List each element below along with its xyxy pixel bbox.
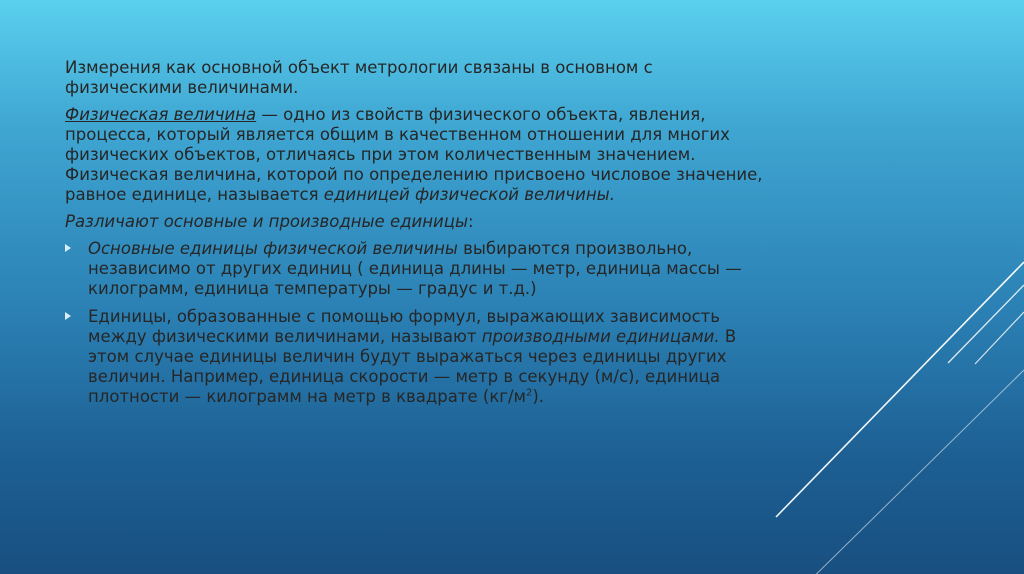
triangle-bullet-icon: [65, 244, 71, 252]
derived-units-end: ).: [532, 387, 545, 406]
units-list: [65, 239, 765, 407]
decor-line-4: [790, 370, 1024, 574]
distinguish-paragraph: [65, 212, 765, 232]
list-item-base-units: [65, 239, 765, 299]
definition-paragraph: [65, 105, 765, 205]
superscript-2: 2: [525, 387, 533, 399]
decor-line-1: [776, 262, 1024, 517]
definition-text: — одно из свойств физического объекта, явления, процесса, который является общим в качественном отношении для многих физических объектов, отличаясь при этом количественным значением. Физическая величина, которой по определению присвоено числовое значение, равное единице, называется: [65, 105, 763, 204]
decor-line-3: [975, 312, 1024, 364]
base-units-text: выбираются произвольно, независимо от других единиц ( единица длины — метр, единица массы — килограмм, единица температуры — градус и т.д.): [88, 239, 742, 298]
distinguish-text: Различают основные и производные единицы: [65, 212, 469, 231]
list-item-derived-units: [65, 307, 765, 407]
distinguish-colon: :: [468, 212, 474, 231]
base-units-term: Основные единицы физической величины: [88, 239, 458, 258]
derived-units-term: производными единицами.: [481, 327, 720, 346]
intro-paragraph: Измерения как основной объект метрологии связаны в основном с физическими величинами.: [65, 58, 653, 97]
derived-units-pre: Единицы, образованные с помощью формул, выражающих зависимость между физическими величинами, называют: [88, 307, 720, 346]
definition-term: Физическая величина: [65, 105, 257, 124]
derived-units-text: В этом случае единицы величин будут выражаться через единицы других величин. Например, единица скорости — метр в секунду (м/с), единица плотности — килограмм на метр в квадрате (кг/м: [88, 327, 737, 406]
unit-term: единицей физической величины.: [323, 185, 615, 204]
triangle-bullet-icon: [65, 312, 71, 320]
slide-content: [65, 58, 765, 415]
